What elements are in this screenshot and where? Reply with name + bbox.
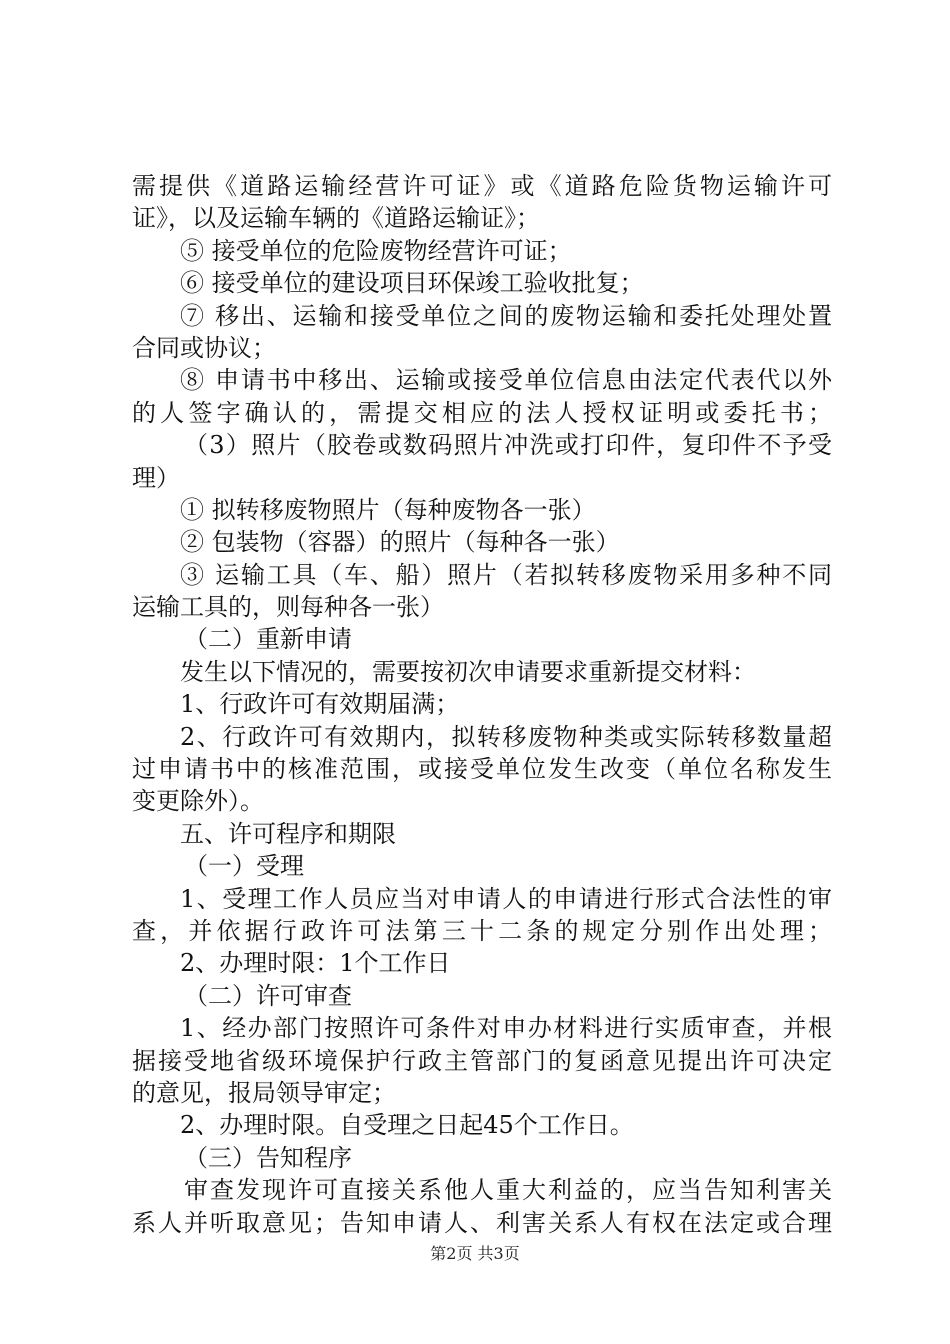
- section-heading: （三）告知程序: [184, 1143, 352, 1172]
- text-line: 的人签字确认的，需提交相应的法人授权证明或委托书；: [132, 398, 832, 427]
- text-line: ③ 运输工具（车、船）照片（若拟转移废物采用多种不同: [180, 560, 832, 589]
- section-heading: （二）重新申请: [184, 625, 352, 654]
- text-line: 2、行政许可有效期内，拟转移废物种类或实际转移数量超: [180, 722, 832, 751]
- text-line: 证》，以及运输车辆的《道路运输证》；: [132, 204, 540, 233]
- text-line: 合同或协议；: [132, 333, 276, 362]
- body-text: [132, 170, 832, 1239]
- text-line: 运输工具的，则每种各一张）: [132, 593, 444, 622]
- text-line: ② 包装物（容器）的照片（每种各一张）: [180, 528, 620, 557]
- text-line: 过申请书中的核准范围，或接受单位发生改变（单位名称发生: [132, 755, 832, 784]
- text-line: 变更除外）。: [132, 787, 264, 816]
- text-line: 需提供《道路运输经营许可证》或《道路危险货物运输许可: [132, 172, 832, 200]
- text-line: ⑤ 接受单位的危险废物经营许可证；: [180, 236, 572, 265]
- text-line: ⑥ 接受单位的建设项目环保竣工验收批复；: [180, 269, 644, 298]
- text-line: 的意见，报局领导审定；: [132, 1078, 396, 1107]
- text-line: 理）: [132, 463, 180, 492]
- text-line: 1、行政许可有效期届满；: [180, 690, 460, 719]
- text-line: 系人并听取意见；告知申请人、利害关系人有权在法定或合理: [132, 1208, 832, 1237]
- page-footer: 第2页 共3页: [430, 1244, 520, 1263]
- section-heading: （二）许可审查: [184, 981, 352, 1010]
- text-line: 2、办理时限：1个工作日: [180, 949, 451, 978]
- section-heading: （一）受理: [184, 852, 304, 881]
- section-heading: 五、许可程序和期限: [180, 819, 396, 848]
- text-line: 1、受理工作人员应当对申请人的申请进行形式合法性的审: [180, 884, 832, 913]
- text-line: ① 拟转移废物照片（每种废物各一张）: [180, 495, 596, 524]
- text-line: 发生以下情况的，需要按初次申请要求重新提交材料：: [180, 657, 756, 686]
- text-line: 审查发现许可直接关系他人重大利益的，应当告知利害关: [184, 1176, 832, 1205]
- text-line: ⑦ 移出、运输和接受单位之间的废物运输和委托处理处置: [180, 301, 832, 330]
- text-line: 查，并依据行政许可法第三十二条的规定分别作出处理；: [132, 916, 832, 945]
- text-line: 2、办理时限。自受理之日起45个工作日。: [180, 1111, 634, 1140]
- text-line: （3）照片（胶卷或数码照片冲洗或打印件，复印件不予受: [184, 431, 832, 460]
- text-line: 1、经办部门按照许可条件对申办材料进行实质审查，并根: [180, 1014, 832, 1043]
- text-line: 据接受地省级环境保护行政主管部门的复函意见提出许可决定: [132, 1046, 832, 1075]
- text-line: ⑧ 申请书中移出、运输或接受单位信息由法定代表代以外: [180, 366, 832, 395]
